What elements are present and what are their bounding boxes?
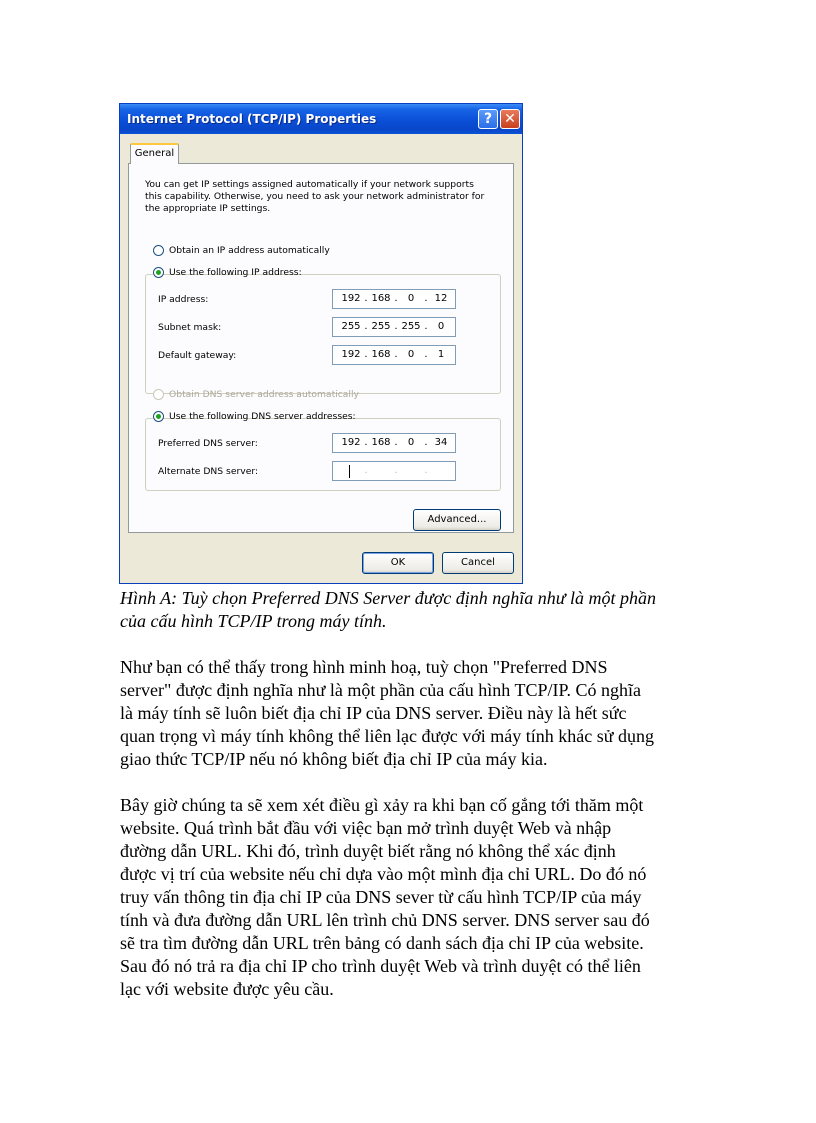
help-button[interactable]: ? (478, 109, 498, 129)
cancel-button[interactable]: Cancel (442, 552, 514, 574)
advanced-button[interactable]: Advanced... (413, 509, 501, 531)
text-caret (349, 465, 350, 478)
title-bar[interactable] (120, 104, 522, 134)
paragraph-1: Như bạn có thể thấy trong hình minh hoạ, tuỳ chọn "Preferred DNS server" được định nghĩa như là một phần của cấu hình TCP/IP. Có nghĩa là máy tính sẽ luôn biết địa chỉ IP của DNS server. Điều này là hết sức quan trọng vì máy tính không thể liên lạc được với máy tính khác sử dụng giao thức TCP/IP nếu nó không biết địa chỉ IP của máy kia. (120, 657, 654, 769)
ip-address-label: IP address: (158, 294, 209, 305)
subnet-mask-label: Subnet mask: (158, 322, 222, 333)
general-panel (128, 163, 514, 533)
alternate-dns-field[interactable]: . . . (332, 461, 456, 481)
tcpip-properties-dialog (119, 103, 523, 584)
close-button[interactable]: ✕ (500, 109, 520, 129)
ip-address-field[interactable]: 192 . 168 . 0 . 12 (332, 289, 456, 309)
dns-manual-label: Use the following DNS server addresses: (169, 411, 356, 422)
ip-auto-label: Obtain an IP address automatically (169, 245, 330, 256)
preferred-dns-label: Preferred DNS server: (158, 438, 258, 449)
dns-auto-radio[interactable] (153, 389, 164, 400)
alternate-dns-label: Alternate DNS server: (158, 466, 259, 477)
default-gateway-field[interactable]: 192 . 168 . 0 . 1 (332, 345, 456, 365)
tab-general[interactable]: General (130, 143, 179, 164)
ip-auto-radio[interactable] (153, 245, 164, 256)
ok-button[interactable]: OK (362, 552, 434, 574)
paragraph-2: Bây giờ chúng ta sẽ xem xét điều gì xảy ra khi bạn cố gắng tới thăm một website. Quá trình bắt đầu với việc bạn mở trình duyệt Web và nhập đường dẫn URL. Khi đó, trình duyệt biết rằng nó không thể xác định được vị trí của website nếu chỉ dựa vào một mình địa chỉ URL. Do đó nó truy vấn thông tin địa chỉ IP của DNS sever từ cấu hình TCP/IP của máy tính và đưa đường dẫn URL lên trình chủ DNS server. DNS server sau đó sẽ tra tìm đường dẫn URL trên bảng có danh sách địa chỉ IP của website. Sau đó nó trả ra địa chỉ IP cho trình duyệt Web và trình duyệt có thể liên lạc với website được yêu cầu. (120, 795, 650, 999)
dialog-title: Internet Protocol (TCP/IP) Properties (127, 112, 377, 126)
dns-manual-radio-row[interactable] (153, 410, 356, 424)
figure-caption: Hình A: Tuỳ chọn Preferred DNS Server được định nghĩa như là một phần của cấu hình TCP/IP trong máy tính. (120, 588, 657, 631)
description-text: You can get IP settings assigned automatically if your network supports this capability. Otherwise, you need to ask your network administrator for the appropriate IP settings. (145, 179, 485, 214)
subnet-mask-field[interactable]: 255 . 255 . 255 . 0 (332, 317, 456, 337)
dns-manual-radio[interactable] (153, 411, 164, 422)
ip-manual-radio-row[interactable] (153, 266, 302, 280)
ip-manual-label: Use the following IP address: (169, 267, 302, 278)
dns-auto-label: Obtain DNS server address automatically (169, 389, 359, 400)
preferred-dns-field[interactable]: 192 . 168 . 0 . 34 (332, 433, 456, 453)
default-gateway-label: Default gateway: (158, 350, 237, 361)
ip-manual-radio[interactable] (153, 267, 164, 278)
